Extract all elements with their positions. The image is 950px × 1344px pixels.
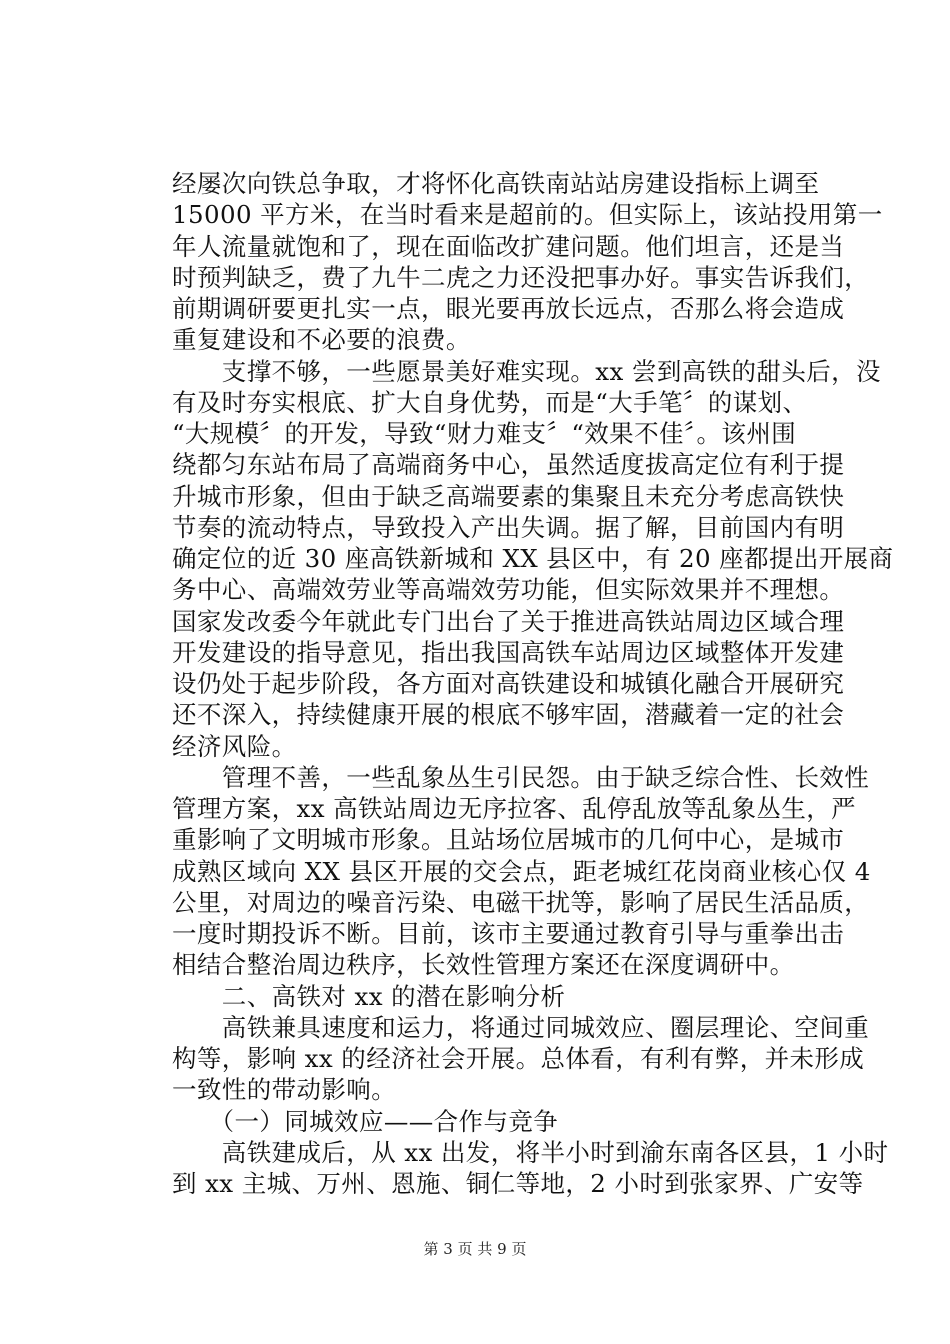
text-line: 支撑不够，一些愿景美好难实现。xx 尝到高铁的甜头后，没 bbox=[172, 357, 881, 386]
text-line: 确定位的近 30 座高铁新城和 XX 县区中，有 20 座都提出开展商 bbox=[172, 544, 894, 573]
text-line: 高铁兼具速度和运力，将通过同城效应、圈层理论、空间重 bbox=[172, 1013, 870, 1042]
text-line: 节奏的流动特点，导致投入产出失调。据了解，目前国内有明 bbox=[172, 513, 845, 542]
text-line: 开发建设的指导意见，指出我国高铁车站周边区域整体开发建 bbox=[172, 638, 845, 667]
text-line: 还不深入，持续健康开展的根底不够牢固，潜藏着一定的社会 bbox=[172, 700, 845, 729]
text-line: 年人流量就饱和了，现在面临改扩建问题。他们坦言，还是当 bbox=[172, 232, 845, 261]
text-line: “大规模〞的开发，导致“财力难支〞“效果不佳〞。该州围 bbox=[172, 419, 797, 448]
text-line: 公里，对周边的噪音污染、电磁干扰等，影响了居民生活品质， bbox=[172, 888, 870, 917]
text-line: 管理不善，一些乱象丛生引民怨。由于缺乏综合性、长效性 bbox=[172, 763, 870, 792]
text-line: 一致性的带动影响。 bbox=[172, 1075, 397, 1104]
text-line: 重复建设和不必要的浪费。 bbox=[172, 325, 471, 354]
text-line: 务中心、高端效劳业等高端效劳功能，但实际效果并不理想。 bbox=[172, 575, 845, 604]
text-line: 前期调研要更扎实一点，眼光要再放长远点，否那么将会造成 bbox=[172, 294, 845, 323]
text-line: 管理方案，xx 高铁站周边无序拉客、乱停乱放等乱象丛生，严 bbox=[172, 794, 857, 823]
section-heading: 二、高铁对 xx 的潜在影响分析 bbox=[172, 982, 566, 1011]
page-number-footer: 第 3 页 共 9 页 bbox=[423, 1240, 527, 1258]
text-line: 经济风险。 bbox=[172, 732, 297, 761]
text-line: 升城市形象，但由于缺乏高端要素的集聚且未充分考虑高铁快 bbox=[172, 482, 845, 511]
text-line: 相结合整治周边秩序，长效性管理方案还在深度调研中。 bbox=[172, 950, 795, 979]
text-line: 到 xx 主城、万州、恩施、铜仁等地，2 小时到张家界、广安等 bbox=[172, 1169, 864, 1198]
text-line: 绕都匀东站布局了高端商务中心，虽然适度拔高定位有利于提 bbox=[172, 450, 845, 479]
subsection-heading: （一）同城效应——合作与竞争 bbox=[172, 1107, 559, 1136]
text-line: 有及时夯实根底、扩大自身优势，而是“大手笔〞的谋划、 bbox=[172, 388, 808, 417]
text-line: 设仍处于起步阶段，各方面对高铁建设和城镇化融合开展研究 bbox=[172, 669, 845, 698]
text-line: 一度时期投诉不断。目前，该市主要通过教育引导与重拳出击 bbox=[172, 919, 845, 948]
text-line: 高铁建成后，从 xx 出发，将半小时到渝东南各区县，1 小时 bbox=[172, 1138, 889, 1167]
text-line: 重影响了文明城市形象。且站场位居城市的几何中心，是城市 bbox=[172, 825, 845, 854]
text-line: 经屡次向铁总争取，才将怀化高铁南站站房建设指标上调至 bbox=[172, 169, 820, 198]
text-line: 成熟区域向 XX 县区开展的交会点，距老城红花岗商业核心仅 4 bbox=[172, 857, 871, 886]
text-line: 国家发改委今年就此专门出台了关于推进高铁站周边区域合理 bbox=[172, 607, 845, 636]
text-line: 构等，影响 xx 的经济社会开展。总体看，有利有弊，并未形成 bbox=[172, 1044, 865, 1073]
text-line: 15000 平方米，在当时看来是超前的。但实际上，该站投用第一 bbox=[172, 200, 883, 229]
text-line: 时预判缺乏，费了九牛二虎之力还没把事办好。事实告诉我们， bbox=[172, 263, 870, 292]
